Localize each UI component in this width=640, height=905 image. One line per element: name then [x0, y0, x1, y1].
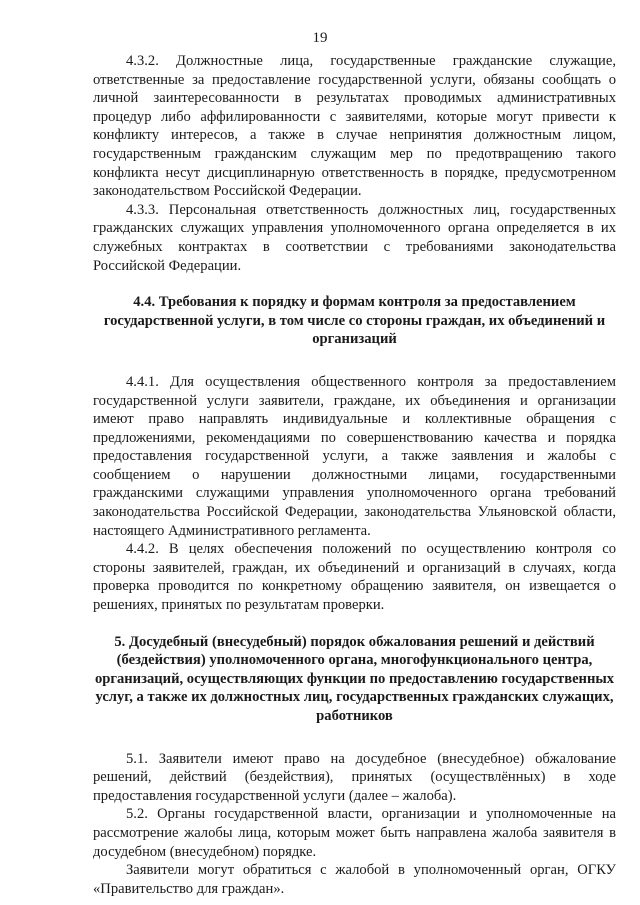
paragraph-4-4-1: 4.4.1. Для осуществления общественного контроля за предоставлением государственной услуги заявители, граждане, их объединения и организации имеют право направлять индивидуальные и коллективные обращения с предложениями, рекомендациями по совершенствованию качества и порядка предоставления государственной услуги, а также заявления и жалобы с сообщением о нарушении должностными лицами, государственными гражданскими служащими управления уполномоченного органа требований законодательства Российской Федерации, законодательства Ульяновской области, настоящего Административного регламента.: [93, 373, 616, 539]
spacer: [93, 275, 616, 293]
section-heading-4-4: 4.4. Требования к порядку и формам контроля за предоставлением государственной услуги, в том числе со стороны граждан, их объединений и организаций: [103, 294, 606, 348]
paragraph-4-4-2: 4.4.2. В целях обеспечения положений по осуществлению контроля со стороны заявителей, граждан, их объединений и организаций в случаях, когда проверка проводится по конкретному обращению заявителя, он извещается о решениях, принятых по результатам проверки.: [93, 541, 616, 614]
paragraph-5-2-continued: Заявители могут обратиться с жалобой в уполномоченный орган, ОГКУ «Правительство для граждан».: [93, 862, 616, 897]
section-heading-5: 5. Досудебный (внесудебный) порядок обжалования решений и действий (бездействия) уполномоченного органа, многофункционального центра, организаций, осуществляющих функции по предоставлению государственных услуг, а также их должностных лиц, государственных гражданских служащих, работников: [94, 633, 615, 724]
paragraph-4-3-2: 4.3.2. Должностные лица, государственные гражданские служащие, ответственные за предоставление государственной услуги, обязаны сообщать о личной заинтересованности в результатах проводимых административных процедур либо аффилированности с заявителями, которые могут привести к конфликту интересов, а также в случае непринятия должностным лицом, государственным гражданским служащим мер по предотвращению такого конфликта несут дисциплинарную ответственность в порядке, предусмотренном законодательством Российской Федерации.: [93, 53, 616, 200]
spacer: [93, 726, 616, 750]
paragraph-4-3-3: 4.3.3. Персональная ответственность должностных лиц, государственных гражданских служащих управления уполномоченного органа определяется в их служебных контрактах в соответствии с требованиями законодательства Российской Федерации.: [93, 201, 616, 274]
spacer: [93, 615, 616, 633]
page-number: 19: [312, 30, 328, 46]
paragraph-5-2: 5.2. Органы государственной власти, организации и уполномоченные на рассмотрение жалобы лица, которым может быть направлена жалоба заявителя в досудебном (внесудебном) порядке.: [93, 806, 616, 860]
spacer: [93, 349, 616, 373]
document-body: [93, 52, 616, 898]
paragraph-5-1: 5.1. Заявители имеют право на досудебное (внесудебное) обжалование решений, действий (бездействия), принятых (осуществлённых) в ходе предоставления государственной услуги (далее – жалоба).: [93, 750, 616, 804]
